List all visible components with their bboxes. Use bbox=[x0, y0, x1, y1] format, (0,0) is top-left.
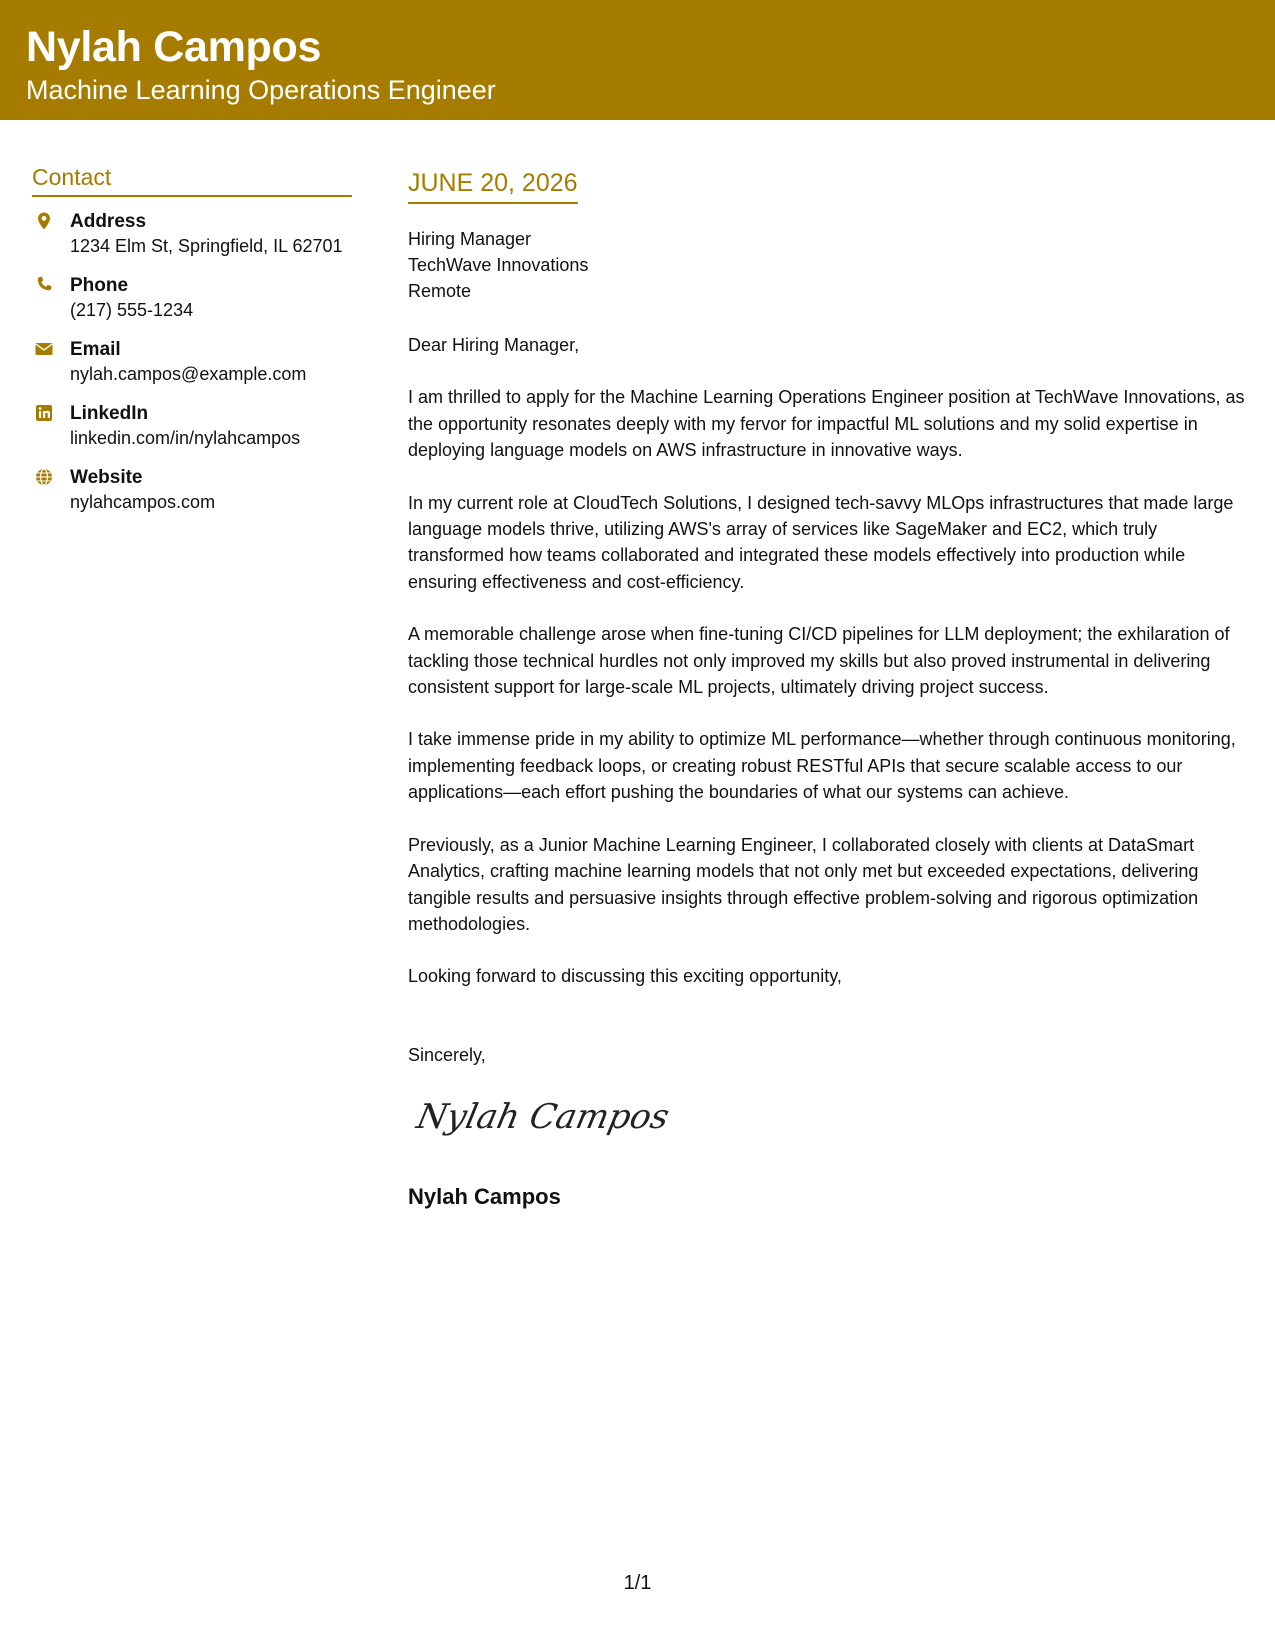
greeting: Dear Hiring Manager, bbox=[408, 335, 580, 355]
map-pin-icon bbox=[34, 211, 54, 231]
contact-label: Email bbox=[70, 339, 121, 360]
letter-body bbox=[408, 166, 1248, 1212]
recipient-line: TechWave Innovations bbox=[408, 255, 589, 275]
globe-icon bbox=[34, 467, 54, 487]
contact-label: Phone bbox=[70, 275, 129, 296]
phone-icon bbox=[34, 275, 54, 295]
recipient-block bbox=[408, 226, 1248, 304]
applicant-name: Nylah Campos bbox=[26, 23, 322, 71]
body-paragraph: I am thrilled to apply for the Machine Learning Operations Engineer position at TechWave Innovations, as the opportunity resonates deeply with my fervor for impactful ML solutions and my solid expertise in deploying language models on AWS infrastructure in innovative ways. bbox=[408, 387, 1245, 461]
address-value: 1234 Elm St, Springfield, IL 62701 bbox=[70, 236, 343, 256]
contact-item-phone bbox=[32, 273, 352, 323]
linkedin-icon bbox=[34, 403, 54, 423]
body-paragraph: I take immense pride in my ability to optimize ML performance—whether through continuous monitoring, implementing feedback loops, or creating robust RESTful APIs that secure scalable access to our applications—each effort pushing the boundaries of what our systems can achieve. bbox=[408, 729, 1236, 803]
contact-label: Website bbox=[70, 467, 143, 488]
job-title: Machine Learning Operations Engineer bbox=[26, 75, 496, 105]
contact-label: Address bbox=[70, 211, 147, 232]
signature-name: Nylah Campos bbox=[408, 1184, 561, 1210]
recipient-line: Hiring Manager bbox=[408, 229, 532, 249]
page-number: 1/1 bbox=[623, 1572, 652, 1594]
contact-item-website bbox=[32, 465, 352, 515]
contact-heading: Contact bbox=[32, 162, 352, 197]
linkedin-value[interactable]: linkedin.com/in/nylahcampos bbox=[70, 428, 301, 448]
contact-sidebar bbox=[32, 162, 352, 529]
phone-value: (217) 555-1234 bbox=[70, 300, 194, 320]
closing-line: Looking forward to discussing this exciting opportunity, bbox=[408, 966, 842, 987]
recipient-line: Remote bbox=[408, 281, 472, 301]
envelope-icon bbox=[34, 339, 54, 359]
contact-item-linkedin bbox=[32, 401, 352, 451]
signoff: Sincerely, bbox=[408, 1044, 486, 1065]
header-banner bbox=[0, 0, 1275, 120]
body-paragraph: In my current role at CloudTech Solutions, I designed tech-savvy MLOps infrastructures that made large language models thrive, utilizing AWS's array of services like SageMaker and EC2, which truly transformed how teams collaborated and integrated these models effectively into production while ensuring effectiveness and cost-efficiency. bbox=[408, 492, 1234, 592]
contact-item-email bbox=[32, 337, 352, 387]
email-value[interactable]: nylah.campos@example.com bbox=[70, 364, 307, 384]
body-paragraph: A memorable challenge arose when fine-tuning CI/CD pipelines for LLM deployment; the exhilaration of tackling those technical hurdles not only improved my skills but also proved instrumental in delivering consistent support for large-scale ML projects, ultimately driving project success. bbox=[408, 624, 1230, 698]
handwritten-signature bbox=[413, 1086, 1248, 1156]
contact-item-address bbox=[32, 209, 352, 259]
signature-text: Nylah Campos bbox=[413, 1097, 673, 1138]
body-paragraph: Previously, as a Junior Machine Learning Engineer, I collaborated closely with clients at DataSmart Analytics, crafting machine learning models that not only met but exceeded expectations, delivering tangible results and persuasive insights through effective problem-solving and rigorous optimization methodologies. bbox=[408, 834, 1199, 934]
website-value[interactable]: nylahcampos.com bbox=[70, 492, 216, 512]
letter-date: JUNE 20, 2026 bbox=[408, 166, 578, 204]
contact-label: LinkedIn bbox=[70, 403, 149, 424]
